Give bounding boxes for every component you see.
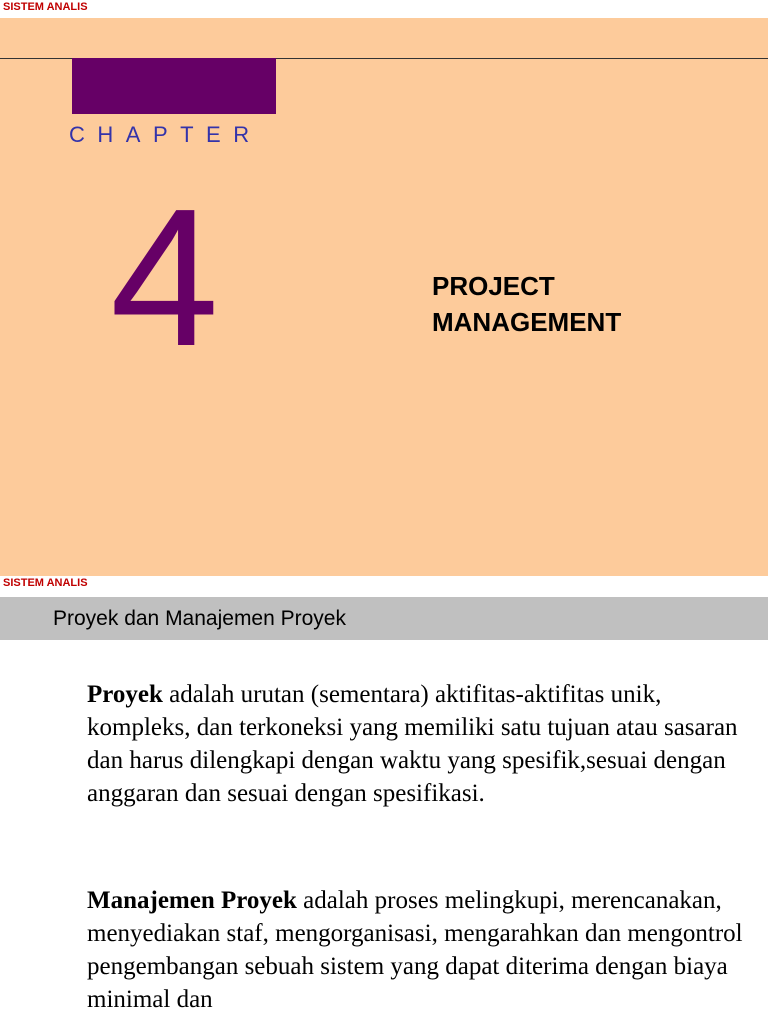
term-proyek: Proyek xyxy=(87,681,163,708)
chapter-label: CHAPTER xyxy=(69,122,262,147)
term-manajemen-proyek: Manajemen Proyek xyxy=(87,887,297,914)
chapter-title-line1: PROJECT xyxy=(432,271,555,301)
chapter-number: 4 xyxy=(110,168,220,387)
header-label-2: SISTEM ANALIS xyxy=(3,577,88,589)
definition-manajemen-proyek: adalah proses melingkupi, merencanakan, menyediakan staf, mengorganisasi, mengarahkan dan mengontrol pengembangan sebuah sistem yang dapat diterima dengan biaya minimal dan xyxy=(87,887,743,1013)
definitions-slide xyxy=(0,576,768,1024)
header-strip xyxy=(0,0,768,18)
definition-proyek: adalah urutan (sementara) aktifitas-aktifitas unik, kompleks, dan terkoneksi yang memiliki satu tujuan atau sasaran dan harus dilengkapi dengan waktu yang spesifik,sesuai dengan anggaran dan sesuai dengan spesifikasi. xyxy=(87,681,738,807)
header-label: SISTEM ANALIS xyxy=(3,1,88,13)
accent-block xyxy=(72,58,276,114)
paragraph-proyek xyxy=(87,678,747,810)
chapter-title-line2: MANAGEMENT xyxy=(432,307,622,337)
slide-title: Proyek dan Manajemen Proyek xyxy=(53,607,346,630)
chapter-title xyxy=(432,268,621,340)
paragraph-manajemen-proyek xyxy=(87,884,747,1016)
